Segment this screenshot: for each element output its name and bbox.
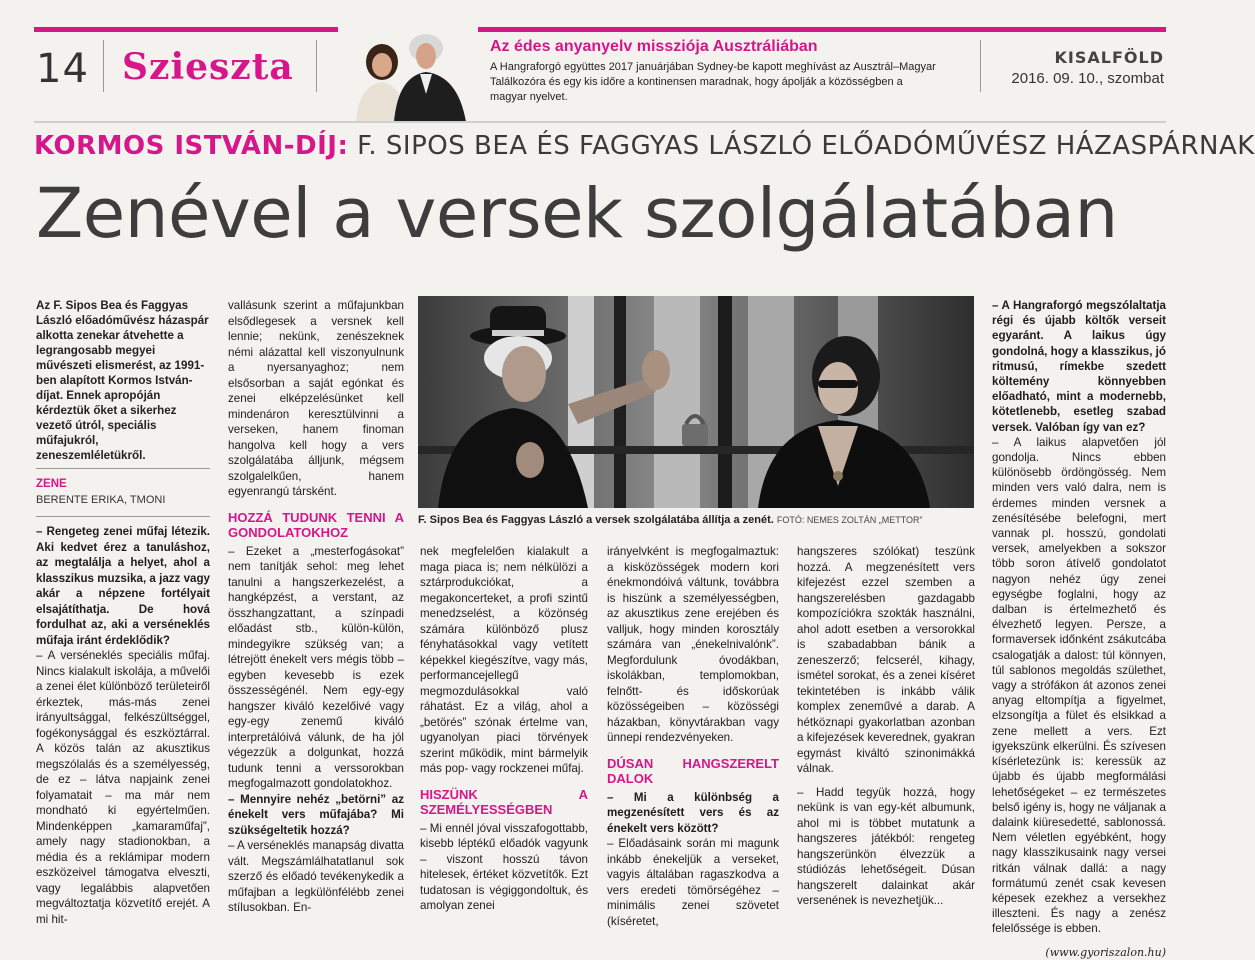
article-column-5 <box>797 544 975 909</box>
body-paragraph: – Mi ennél jóval visszafogottabb, kisebb léptékű előadók vagyunk – viszont hosszú távon hitelesek, értéket közvetítők. Ezt tudatosan is végiggondoltuk, és amolyan zenei <box>420 821 588 912</box>
body-paragraph: – Hadd tegyük hozzá, hogy nekünk is van egy-két albumunk, ahol mi is többet mutatunk a hangszeres játékból: rengeteg hangszerünkön élvezzük a stúdiózás lehetőségeit. Dúsan hangszerelt dalainkat akár versenének is nevezhetjük... <box>797 785 975 907</box>
article-headline: Zenével a versek szolgálatában <box>36 174 1118 254</box>
subheading: DÚSAN HANGSZERELT DALOK <box>607 755 779 786</box>
newspaper-name: KISALFÖLD <box>1054 48 1164 67</box>
lead-divider <box>36 468 210 469</box>
teaser-photo-image <box>338 24 478 122</box>
header-divider <box>103 40 104 92</box>
question-paragraph: – Mennyire nehéz „betörni” az énekelt vers műfajába? Mi szükségeltetik hozzá? <box>228 792 404 837</box>
kicker-text: F. SIPOS BEA ÉS FAGGYAS LÁSZLÓ ELŐADÓMŰVÉSZ HÁZASPÁRNAK <box>357 131 1255 161</box>
question-paragraph: – A Hangraforgó megszólaltatja régi és újabb költők verseit egyaránt. A laikus úgy gondolná, hogy a klasszikus, jó ritmusú, rímekbe szedett költemény könnyebben előadható, mint a modernebb, kötetlenebb, esetleg szabad versek. Valóban így van ez? <box>992 299 1166 434</box>
kicker-label: KORMOS ISTVÁN-DÍJ: <box>34 131 349 161</box>
teaser-title: Az édes anyanyelv missziója Ausztráliában <box>490 38 818 55</box>
article-byline: BERENTE ERIKA, TMONI <box>36 494 166 506</box>
question-paragraph: – Mi a különbség a megzenésített vers és az énekelt vers között? <box>607 790 779 835</box>
header-divider <box>316 40 317 92</box>
article-lead: Az F. Sipos Bea és Faggyas László előadóművész házaspár alkotta zenekar átvehette a legrangosabb megyei művészeti elismerést, az 1991-ben alapított Kormos István-díjat. Ennek apropóján kérdeztük őket a sikerhez vezető útról, speciális műfajukról, zeneszemléletükről. <box>36 299 209 462</box>
body-paragraph: vallásunk szerint a műfajunkban elsődlegesek a versnek kell lennie; nekünk, zenészeknek némi alázattal kell viszonyulnunk a nyersanyaghoz; nem elsősorban a saját egónkat és zenei elképzelésünket kell mindenáron keresztülvinni a verseken, hanem finoman hangolva kell hogy a vers szolgálatába álljunk, mégsem szolgalelkűen, hanem egyenrangú társként. <box>228 299 404 498</box>
article-photo-image <box>418 296 974 508</box>
header-rule <box>34 27 1166 32</box>
question-paragraph: – Rengeteg zenei műfaj létezik. Aki kedvet érez a tanuláshoz, az megtalálja a helyet, ahol a klasszikus muzsika, a jazz vagy akár a népzene fortélyait elsajátíthatja. De hová fordulhat az, aki a verséneklés műfaja iránt érdeklődik? <box>36 525 211 647</box>
header-divider <box>980 40 981 92</box>
subheading: HISZÜNK A SZEMÉLYESSÉGBEN <box>420 786 588 817</box>
answer-paragraph: – A laikus alapvetően jól gondolja. Nincs ebben különösebb ördöngösség. Nem minden vers való dalra, nem is érdemes minden versnek a zenésítésébe belefogni, mert vannak pl. hosszú, gondolati versek, amelyekben a sokszor több soron átívelő gondolatot nagyon nehéz úgy zenei egységbe foglalni, hogy az dalban is értelmezhető és élvezhető legyen. Persze, a formaversek időnként zsákutcába csalogatják a dalost: túl könnyen, túl sablonos megoldás születhet, vagy a strófákon át azonos zenei anyag eltompítja a figyelmet, elzsongítja a fület és elsikkad a zene mellett a vers. Ezt igyekszünk elkerülni. És szívesen kísérletezünk is: keressük az újabb és újabb megformálási lehetőségeket – ez természetes belső igény is, hogy ne váljanak a dalaink kiüresedetté, sablonossá. Nem véletlen egyébként, hogy nagy klasszikusaink nagy versei ritkán válnak dallá: a nagy formátumú zenét csak kevesen képesek ezekhez a versekhez illeszteni. És nagy a zenész felelőssége is ebben. <box>992 435 1166 936</box>
body-paragraph: nek megfelelően kialakult a maga piaca is; nem nélkülözi a sztárprodukciókat, a megakoncerteket, a profi szintű menedzselést, a közönség számára különböző plusz fényhatásokkal vagy vetített képekkel kiegészítve, vagy más, performancejellegű megmozdulásokkal való ráhatást. Ez a világ, ahol a „betörés” szónak értelme van, ugyanolyan piaci törvények szerint működik, mint bármelyik más pop- vagy rockzenei műfaj. <box>420 545 588 775</box>
article-column-6 <box>992 298 1166 960</box>
caption-text: F. Sipos Bea és Faggyas László a versek szolgálatába állítja a zenét. <box>418 514 774 526</box>
header-bottom-rule <box>34 121 1166 123</box>
article-rubric: ZENE <box>36 478 67 490</box>
teaser-photo <box>338 24 478 122</box>
subheading: HOZZÁ TUDUNK TENNI A GONDOLATOKHOZ <box>228 509 404 540</box>
body-paragraph: hangszeres szólókat) teszünk hozzá. A megzenésített vers kifejezést ezzel szemben a hangszerelésben gazdagabb kompozíciókra szokták használni, ahol adott esetben a versorokkal is szabadabban bánik a zeneszerző; felcserél, kihagy, ismétel sorokat, és a zenei kíséret tekintetében is inkább válik komplex zeneművé a darab. A hétköznapi gyakorlatban azonban a kifejezések keverednek, gyakran egymást kiváltó szinonimákká válnak. <box>797 545 975 775</box>
body-paragraph: irányelvként is megfogalmaztuk: a kisközösségek modern kori énekmondóivá váltunk, továbbra is hiszünk a személyességben, az akusztikus zene erejében és valljuk, hogy minden korosztály számára van „énekelnivalónk”. Megfordulunk óvodákban, iskolákban, templomokban, felnőtt- és időskorúak közösségeiben – közösségi házakban, könyvtárakban vagy ünnepi rendezvényeken. <box>607 545 779 744</box>
byline-divider <box>36 516 210 517</box>
page-number: 14 <box>36 46 89 92</box>
article-kicker <box>34 131 1255 161</box>
body-paragraph: – Ezeket a „mesterfogásokat” nem tanítják sehol: meg lehet tanulni a hangszerkezelést, a hangképzést, a verstant, az összhangzattant, a színpadi előadást stb., külön-külön, mindegyikre szükség van; a létrejött énekelt vers mégis több – egyben kevesebb is ezek összességénél. Nem egy-egy hangszer kiváló kezelőivé vagy egy-egy zenemű kiváló interpretálóivá válunk, de ha jól végezzük a dolgunkat, hozzá tudunk tenni a verssorokban megfogalmazott gondolatokhoz. <box>228 544 404 790</box>
photo-credit: FOTÓ: NEMES ZOLTÁN „METTOR” <box>776 515 923 525</box>
answer-paragraph: – A verséneklés speciális műfaj. Nincs kialakult iskolája, a művelői a zenei élet különböző területeiről érkeztek, más-más zenei irányultsággal, felkészültséggel, fogékonysággal és eszköztárral. A közös talán az akusztikus megszólalás és a személyesség, de ez – látva napjaink zenei folyamatait – ma már nem mondható ki egyértelműen. Mindenképpen „kamaraműfaj”, amely nagy stadionokban, a média és a reklámipar modern eszközeivel támogatva elveszti, vagy legalábbis alapvetően megváltoztatja közvetítő erejét. A mi hit- <box>36 649 210 926</box>
teaser-text: A Hangraforgó együttes 2017 januárjában Sydney-be kapott meghívást az Ausztrál–Magyar Találkozóra és egy kis időre a kontinensen maradnak, hogy ápolják a közösségben a magyar nyelvet. <box>490 61 936 103</box>
article-column-3 <box>420 544 588 914</box>
article-column-2 <box>228 298 404 916</box>
body-paragraph: – Előadásaink során mi magunk inkább énekeljük a verseket, vagyis általában ragaszkodva a vers eredeti tömörségéhez – minimális zenei szövetet (kíséretet, <box>607 837 779 928</box>
issue-date: 2016. 09. 10., szombat <box>1011 70 1164 87</box>
body-paragraph: – A verséneklés manapság divatta vált. Megszámlálhatatlanul sok szerző és előadó tevékenykedik a műfajban a legkülönfélébb zenei stílusokban. En- <box>228 839 404 914</box>
article-column-1 <box>36 524 210 927</box>
section-title: Szieszta <box>122 46 294 88</box>
source-url: (www.gyoriszalon.hu) <box>1045 945 1166 959</box>
article-column-4 <box>607 544 779 929</box>
article-photo <box>418 296 974 508</box>
photo-caption <box>418 514 978 526</box>
